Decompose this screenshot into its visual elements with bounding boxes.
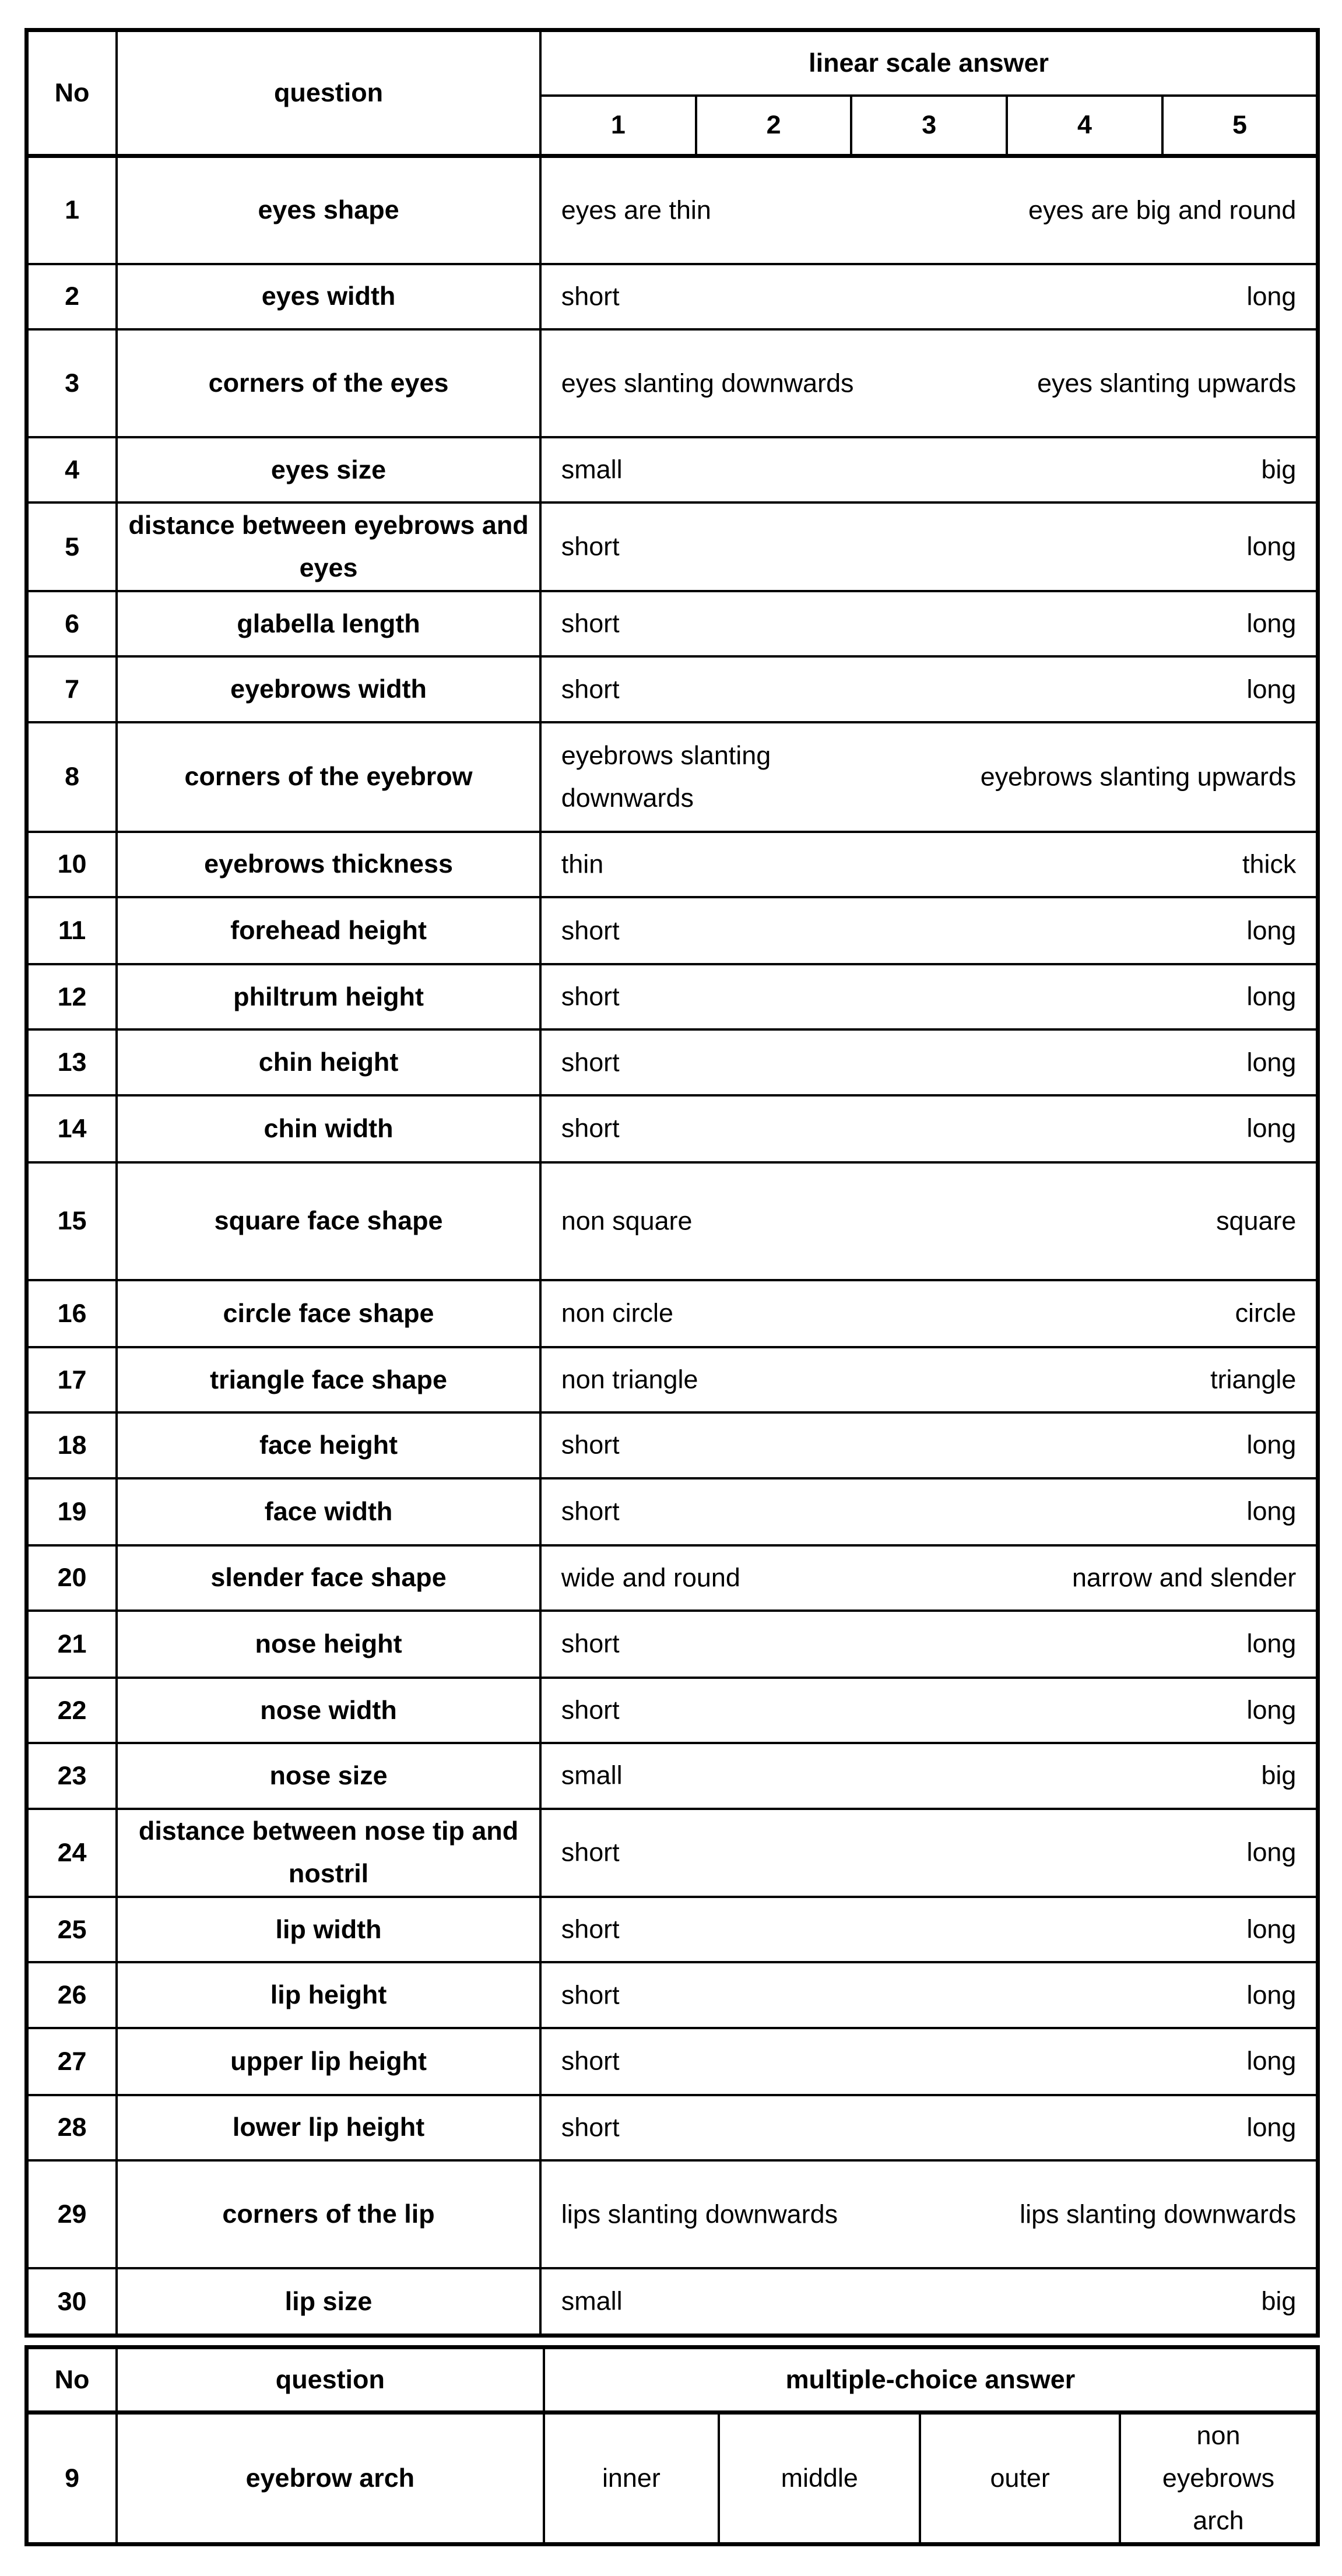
- answer-cell: [540, 964, 1318, 1029]
- answer-cell: [540, 502, 1318, 591]
- row-number: 28: [27, 2095, 117, 2160]
- answer-cell: [540, 2268, 1318, 2335]
- high-label: big: [1261, 1760, 1297, 1790]
- low-label: short: [561, 1047, 620, 1077]
- answer-cell: [540, 1412, 1318, 1478]
- header-no: No: [27, 2347, 117, 2412]
- row-number: 13: [27, 1029, 117, 1095]
- header-no: No: [27, 30, 117, 156]
- row-number: 15: [27, 1162, 117, 1280]
- header-linear-scale-answer: linear scale answer: [540, 30, 1318, 95]
- row-number: 5: [27, 502, 117, 591]
- choice-option: middle: [719, 2413, 920, 2545]
- low-label: short: [561, 1113, 620, 1143]
- table-row: [27, 832, 1318, 897]
- high-label: big: [1261, 454, 1297, 484]
- question-cell: distance between eyebrows and eyes: [117, 502, 540, 591]
- high-label: long: [1246, 2046, 1297, 2076]
- question-cell: corners of the eyebrow: [117, 722, 540, 832]
- low-label: short: [561, 1980, 620, 2010]
- question-cell: lip height: [117, 1962, 540, 2027]
- choice-option: outer: [920, 2413, 1119, 2545]
- row-number: 21: [27, 1611, 117, 1678]
- answer-cell: [540, 1162, 1318, 1280]
- question-cell: lower lip height: [117, 2095, 540, 2160]
- row-number: 24: [27, 1809, 117, 1897]
- low-label: eyebrows slanting downwards: [561, 740, 771, 813]
- answer-cell: [540, 2095, 1318, 2160]
- answer-cell: [540, 1743, 1318, 1808]
- question-cell: distance between nose tip and nostril: [117, 1809, 540, 1897]
- high-label: thick: [1242, 849, 1297, 879]
- table-row: [27, 1347, 1318, 1412]
- row-number: 1: [27, 156, 117, 263]
- low-label: small: [561, 1760, 623, 1790]
- scale-header-1: 1: [540, 96, 696, 156]
- row-number: 9: [27, 2413, 117, 2545]
- table-row: [27, 2413, 1318, 2545]
- row-number: 11: [27, 897, 117, 964]
- high-label: long: [1246, 674, 1297, 704]
- low-label: short: [561, 981, 620, 1011]
- row-number: 22: [27, 1678, 117, 1743]
- table-row: [27, 437, 1318, 502]
- row-number: 30: [27, 2268, 117, 2335]
- table-row: [27, 156, 1318, 263]
- choice-option: non eyebrows arch: [1120, 2413, 1318, 2545]
- row-number: 26: [27, 1962, 117, 2027]
- answer-cell: [540, 1545, 1318, 1611]
- question-cell: lip size: [117, 2268, 540, 2335]
- question-cell: circle face shape: [117, 1280, 540, 1347]
- table-row: [27, 964, 1318, 1029]
- choice-option: inner: [544, 2413, 719, 2545]
- row-number: 8: [27, 722, 117, 832]
- low-label: short: [561, 281, 620, 311]
- answer-cell: [540, 1095, 1318, 1162]
- table-row: [27, 1478, 1318, 1545]
- low-label: short: [561, 674, 620, 704]
- table-row: [27, 2160, 1318, 2268]
- table-row: [27, 722, 1318, 832]
- table-row: [27, 1962, 1318, 2027]
- question-cell: face width: [117, 1478, 540, 1545]
- multiple-choice-table: [24, 2345, 1320, 2546]
- row-number: 4: [27, 437, 117, 502]
- low-label: eyes are thin: [561, 195, 711, 225]
- row-number: 17: [27, 1347, 117, 1412]
- question-cell: eyes shape: [117, 156, 540, 263]
- table-row: [27, 1809, 1318, 1897]
- header-question: question: [117, 30, 540, 156]
- answer-cell: [540, 1029, 1318, 1095]
- question-cell: nose width: [117, 1678, 540, 1743]
- table-row: [27, 1611, 1318, 1678]
- table-row: [27, 1897, 1318, 1962]
- row-number: 23: [27, 1743, 117, 1808]
- header-question: question: [117, 2347, 544, 2412]
- table-row: [27, 591, 1318, 656]
- question-cell: corners of the eyes: [117, 329, 540, 437]
- low-label: small: [561, 454, 623, 484]
- low-label: short: [561, 915, 620, 946]
- answer-cell: [540, 156, 1318, 263]
- high-label: eyebrows slanting upwards: [980, 761, 1297, 792]
- low-label: short: [561, 2046, 620, 2076]
- low-label: short: [561, 1496, 620, 1526]
- table-row: [27, 1029, 1318, 1095]
- low-label: short: [561, 608, 620, 638]
- low-label: non square: [561, 1206, 693, 1236]
- low-label: short: [561, 1628, 620, 1658]
- answer-cell: [540, 1809, 1318, 1897]
- question-cell: philtrum height: [117, 964, 540, 1029]
- high-label: long: [1246, 1429, 1297, 1460]
- high-label: narrow and slender: [1072, 1562, 1297, 1593]
- low-label: short: [561, 2112, 620, 2142]
- low-label: non triangle: [561, 1364, 698, 1394]
- question-cell: face height: [117, 1412, 540, 1478]
- table-row: [27, 656, 1318, 722]
- answer-cell: [540, 329, 1318, 437]
- question-cell: forehead height: [117, 897, 540, 964]
- high-label: circle: [1235, 1298, 1297, 1328]
- answer-cell: [540, 1478, 1318, 1545]
- question-cell: slender face shape: [117, 1545, 540, 1611]
- table-row: [27, 2268, 1318, 2335]
- table-row: [27, 2095, 1318, 2160]
- low-label: short: [561, 1695, 620, 1725]
- question-cell: eyes width: [117, 264, 540, 329]
- high-label: long: [1246, 1628, 1297, 1658]
- row-number: 7: [27, 656, 117, 722]
- high-label: long: [1246, 281, 1297, 311]
- row-number: 25: [27, 1897, 117, 1962]
- low-label: thin: [561, 849, 604, 879]
- question-cell: square face shape: [117, 1162, 540, 1280]
- high-label: long: [1246, 1113, 1297, 1143]
- row-number: 6: [27, 591, 117, 656]
- answer-cell: [540, 832, 1318, 897]
- question-cell: eyebrow arch: [117, 2413, 544, 2545]
- question-cell: chin height: [117, 1029, 540, 1095]
- high-label: big: [1261, 2286, 1297, 2316]
- question-cell: eyebrows width: [117, 656, 540, 722]
- answer-cell: [540, 1280, 1318, 1347]
- answer-cell: [540, 2160, 1318, 2268]
- question-cell: eyes size: [117, 437, 540, 502]
- question-cell: nose height: [117, 1611, 540, 1678]
- high-label: long: [1246, 1496, 1297, 1526]
- low-label: small: [561, 2286, 623, 2316]
- table-row: [27, 1545, 1318, 1611]
- question-cell: glabella length: [117, 591, 540, 656]
- low-label: lips slanting downwards: [561, 2199, 838, 2229]
- row-number: 14: [27, 1095, 117, 1162]
- table-row: [27, 1162, 1318, 1280]
- table-row: [27, 1743, 1318, 1808]
- question-cell: chin width: [117, 1095, 540, 1162]
- low-label: eyes slanting downwards: [561, 368, 854, 398]
- question-cell: upper lip height: [117, 2028, 540, 2095]
- row-number: 19: [27, 1478, 117, 1545]
- scale-header-5: 5: [1162, 96, 1318, 156]
- row-number: 12: [27, 964, 117, 1029]
- high-label: long: [1246, 915, 1297, 946]
- answer-cell: [540, 1962, 1318, 2027]
- low-label: short: [561, 531, 620, 561]
- table-row: [27, 502, 1318, 591]
- low-label: short: [561, 1429, 620, 1460]
- row-number: 18: [27, 1412, 117, 1478]
- high-label: long: [1246, 2112, 1297, 2142]
- linear-scale-table: [24, 28, 1320, 2338]
- question-cell: corners of the lip: [117, 2160, 540, 2268]
- row-number: 16: [27, 1280, 117, 1347]
- high-label: long: [1246, 1980, 1297, 2010]
- table-row: [27, 1678, 1318, 1743]
- scale-header-2: 2: [696, 96, 852, 156]
- low-label: wide and round: [561, 1562, 740, 1593]
- answer-cell: [540, 897, 1318, 964]
- high-label: triangle: [1210, 1364, 1297, 1394]
- answer-cell: [540, 264, 1318, 329]
- table-row: [27, 1095, 1318, 1162]
- row-number: 29: [27, 2160, 117, 2268]
- high-label: long: [1246, 981, 1297, 1011]
- low-label: short: [561, 1837, 620, 1867]
- low-label: short: [561, 1914, 620, 1944]
- scale-header-3: 3: [851, 96, 1007, 156]
- answer-cell: [540, 2028, 1318, 2095]
- high-label: square: [1216, 1206, 1297, 1236]
- row-number: 27: [27, 2028, 117, 2095]
- high-label: lips slanting downwards: [1020, 2199, 1297, 2229]
- question-cell: eyebrows thickness: [117, 832, 540, 897]
- high-label: eyes slanting upwards: [1037, 368, 1297, 398]
- answer-cell: [540, 1678, 1318, 1743]
- table-row: [27, 1412, 1318, 1478]
- high-label: long: [1246, 1837, 1297, 1867]
- high-label: long: [1246, 1914, 1297, 1944]
- scale-header-4: 4: [1007, 96, 1162, 156]
- row-number: 10: [27, 832, 117, 897]
- question-cell: lip width: [117, 1897, 540, 1962]
- question-cell: nose size: [117, 1743, 540, 1808]
- low-label: non circle: [561, 1298, 673, 1328]
- answer-cell: [540, 656, 1318, 722]
- answer-cell: [540, 437, 1318, 502]
- table-row: [27, 1280, 1318, 1347]
- table-row: [27, 897, 1318, 964]
- answer-cell: [540, 591, 1318, 656]
- row-number: 2: [27, 264, 117, 329]
- header-multiple-choice-answer: multiple-choice answer: [544, 2347, 1318, 2412]
- table-row: [27, 264, 1318, 329]
- table-row: [27, 329, 1318, 437]
- answer-cell: [540, 1347, 1318, 1412]
- row-number: 3: [27, 329, 117, 437]
- answer-cell: [540, 1611, 1318, 1678]
- high-label: eyes are big and round: [1028, 195, 1297, 225]
- row-number: 20: [27, 1545, 117, 1611]
- answer-cell: [540, 722, 1318, 832]
- high-label: long: [1246, 608, 1297, 638]
- question-cell: triangle face shape: [117, 1347, 540, 1412]
- high-label: long: [1246, 1047, 1297, 1077]
- table-row: [27, 2028, 1318, 2095]
- high-label: long: [1246, 1695, 1297, 1725]
- answer-cell: [540, 1897, 1318, 1962]
- high-label: long: [1246, 531, 1297, 561]
